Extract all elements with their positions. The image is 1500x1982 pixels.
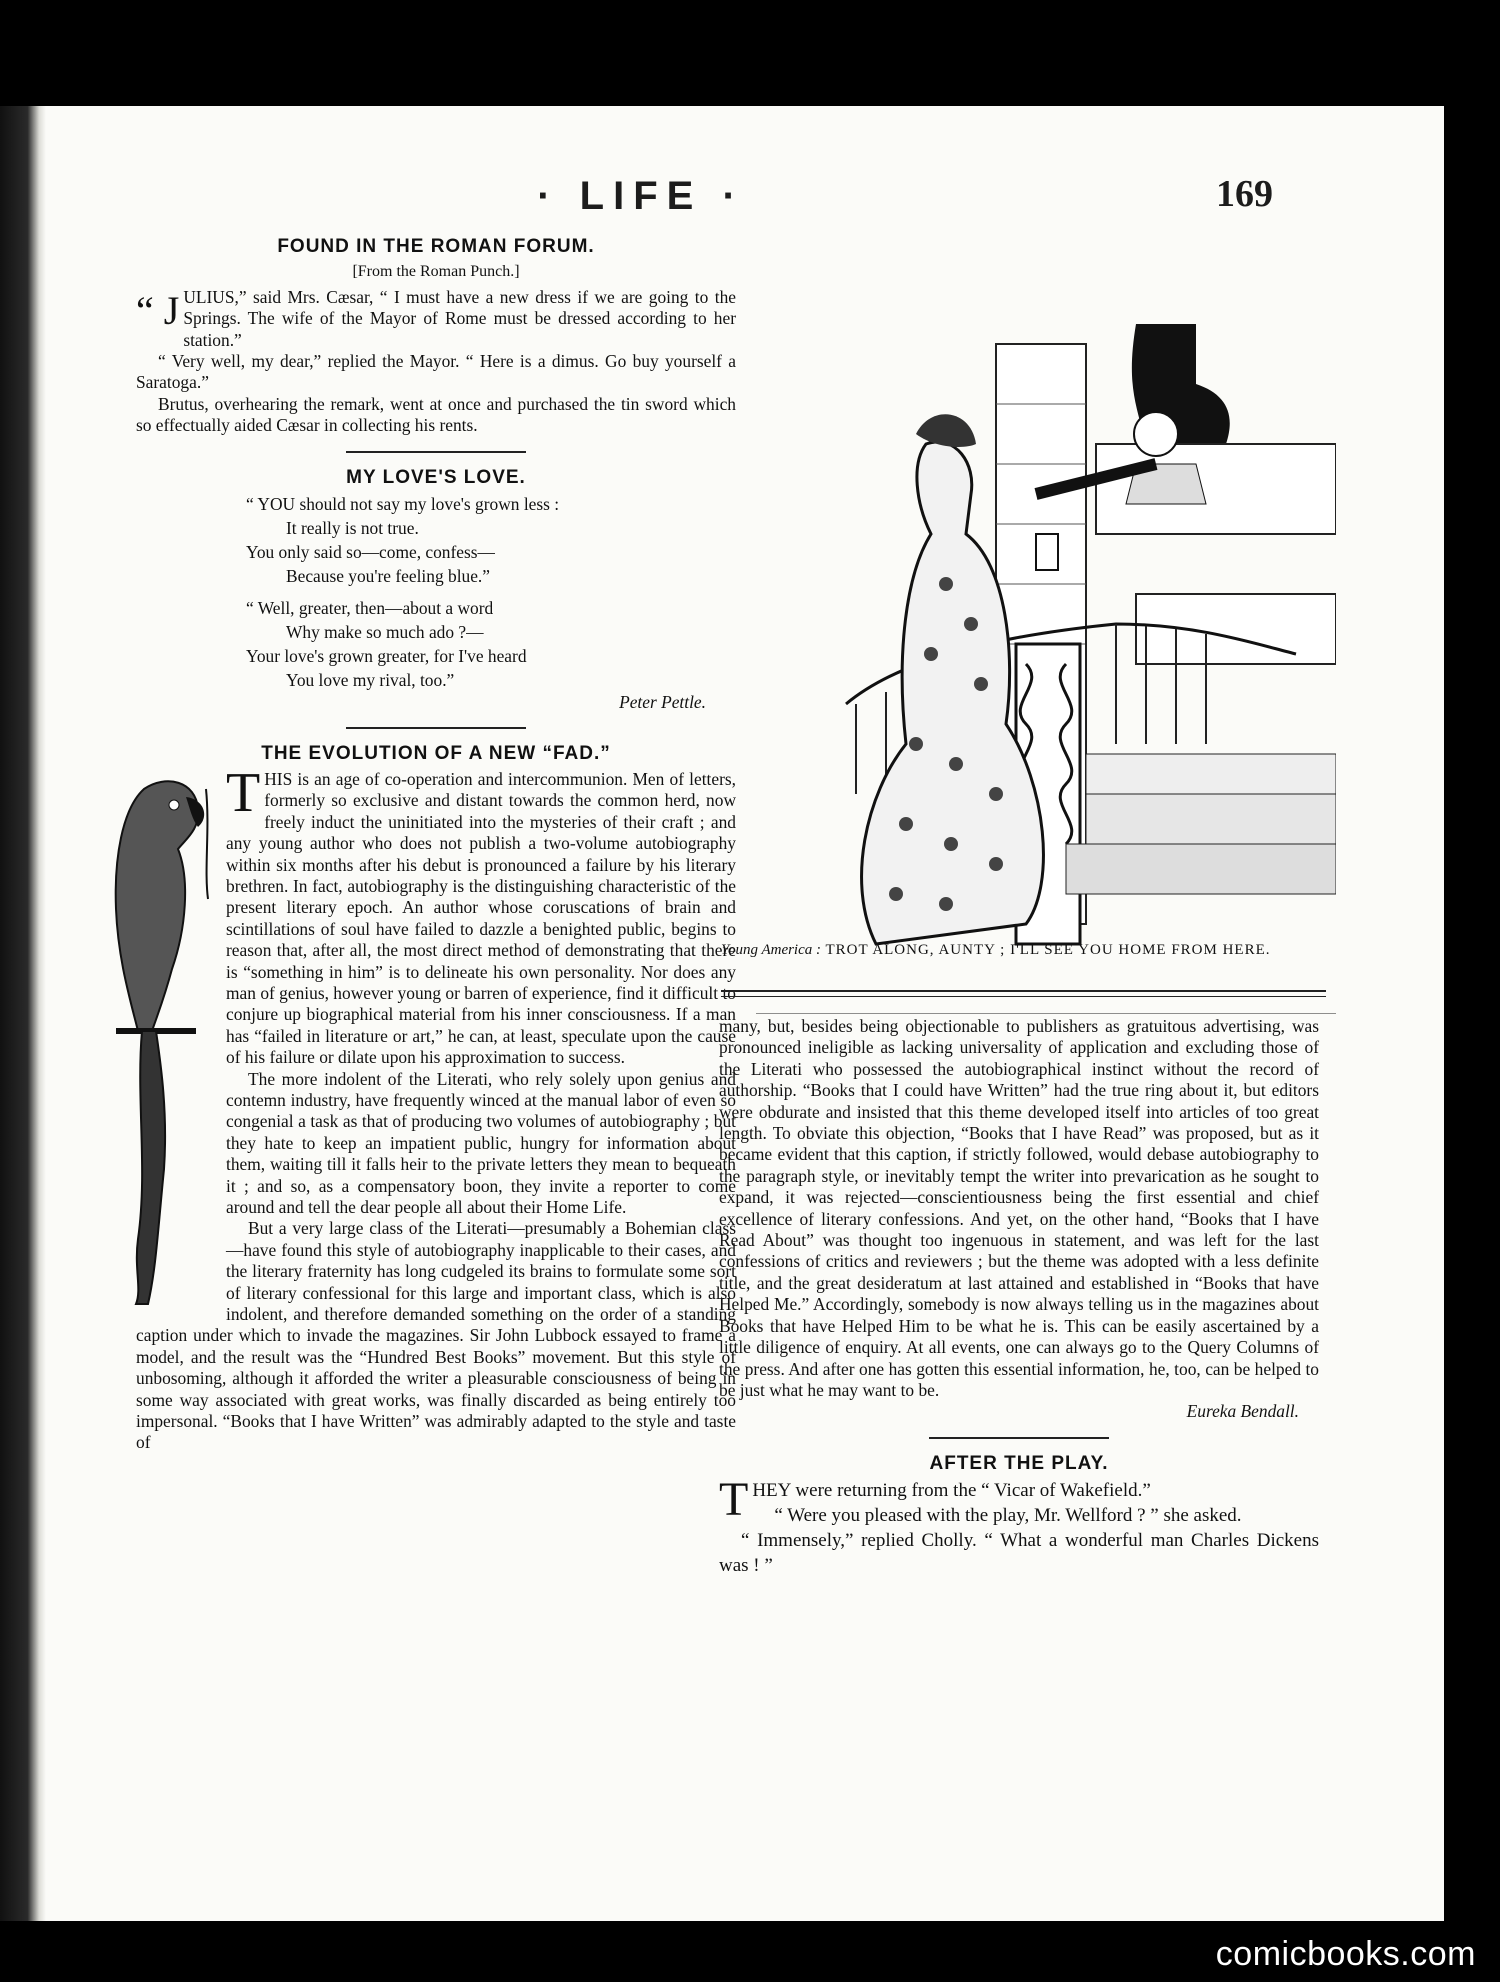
drop-cap: T — [226, 761, 261, 824]
page-number: 169 — [1216, 173, 1273, 215]
article-title-after-play: AFTER THE PLAY. — [929, 1452, 1109, 1474]
illustration-caption — [721, 940, 1331, 960]
divider — [346, 727, 526, 729]
poem-line: “ YOU should not say my love's grown less : — [246, 494, 560, 515]
aunty-balcony-illustration — [756, 324, 1336, 1014]
magazine-page — [46, 106, 1444, 1921]
right-column — [719, 1016, 1319, 1578]
paragraph: ULIUS,” said Mrs. Cæsar, “ I must have a new dress if we are going to the Springs. The wife of the Mayor of Rome must be dressed according to her station.” — [183, 286, 736, 350]
parrot-illustration — [86, 769, 216, 1309]
caption-text: TROT ALONG, AUNTY ; I'LL SEE YOU HOME FROM HERE. — [825, 942, 1271, 958]
article-title-roman-forum: FOUND IN THE ROMAN FORUM. — [277, 236, 595, 257]
poem — [246, 492, 736, 692]
poem-line: Because you're feeling blue.” — [286, 566, 491, 587]
masthead: · LIFE · — [537, 174, 745, 218]
paragraph: HIS is an age of co-operation and intercommunion. Men of letters, formerly so exclusive and distant towards the common herd, now freely induct the uninitiated into the mysteries of their craft ; and any young author who does not publish a two-volume autobiography within six months after his debut is pronounced a failure by his literary brethren. In fact, autobiography is the distinguishing characteristic of the present literary epoch. An author whose coruscations of brain and scintillations of soul have failed to dazzle a benighted public, begins to reason that, after all, the most direct method of demonstrating that there is “something in him” is to delineate his own personality. Nor does any man of genius, however young or barren of experience, find it difficult to conjure up biographical material from his inner consciousness. If a man has “failed in literature or art,” he can, at least, speculate upon the cause of his failure or dilate upon his approximation to success. — [226, 768, 736, 1068]
caption-speaker: Young America : — [721, 942, 822, 958]
illustration — [756, 324, 1336, 1014]
paragraph: Brutus, overhearing the remark, went at once and purchased the tin sword which so effectually aided Cæsar in collecting his rents. — [136, 393, 736, 436]
poem-line: Your love's grown greater, for I've heard — [246, 646, 527, 667]
parrot-icon — [86, 769, 216, 1309]
poem-line: You only said so—come, confess— — [246, 542, 495, 563]
divider — [929, 1437, 1109, 1439]
divider — [346, 451, 526, 453]
article-title-loves-love: MY LOVE'S LOVE. — [346, 466, 526, 488]
article-title-new-fad: THE EVOLUTION OF A NEW “FAD.” — [261, 743, 611, 765]
drop-cap: “ J — [136, 287, 180, 333]
article-source: [From the Roman Punch.] — [352, 263, 520, 281]
left-page-edge — [0, 106, 46, 1921]
poem-line: It really is not true. — [286, 518, 419, 539]
paragraph: “ Were you pleased with the play, Mr. Wellford ? ” she asked. — [774, 1505, 1242, 1527]
watermark: comicbooks.com — [1215, 1935, 1476, 1973]
after-play-body — [719, 1473, 1319, 1578]
drop-cap: T — [719, 1473, 749, 1527]
left-column — [136, 236, 736, 1454]
paragraph: The more indolent of the Literati, who rely solely upon genius and contemn industry, have frequently winced at the manual labor of even so congenial a task as that of producing two volumes of autobiography ; but they hate to keep an impatient public, hungry for information about them, waiting till it falls heir to the private letters they mean to bequeath it ; and so, as a compensatory boon, they invite a reporter to come around and tell the dear people all about their Home Life. — [226, 1068, 736, 1217]
paragraph: many, but, besides being objectionable to publishers as gratuitous advertising, was pronounced ineligible as lacking universality of application and excluding those of the Literati who possessed the autobiographical instinct without the record of authorship. “Books that I could have Written” had the true ring about it, but editors were obdurate and insisted that this theme developed itself into articles of too great length. To obviate this objection, “Books that I have Read” was proposed, but as it became evident that this caption, if strictly followed, would debase autobiography to the paragraph style, or inevitably tempt the writer into prevarication as he sought to expand, it was rejected—conscientiousness being the first essential and chief excellence of literary confessions. And yet, on the other hand, “Books that I have Read About” was thought too ingenuous in statement, and was left for the last confessions of critics and reviewers ; but the theme was adopted with a less definite title, and the great desideratum at last attained and established in “Books that have Helped Me.” Accordingly, somebody is now always telling us in the magazines about Books that have Helped Him to be what he is. This can be easily ascertained by a little diligence of enquiry. At all events, one can always go to the Query Columns of the press. And after one has gotten this essential information, he, too, can be helped to be just what he may want to be. — [719, 1016, 1319, 1400]
author-signature: Eureka Bendall. — [1186, 1401, 1299, 1422]
paragraph: HEY were returning from the “ Vicar of Wakefield.” — [752, 1480, 1151, 1502]
paragraph: “ Immensely,” replied Cholly. “ What a wonderful man Charles Dickens was ! ” — [719, 1530, 1319, 1577]
paragraph: “ Very well, my dear,” replied the Mayor. “ Here is a dimus. Go buy yourself a Saratoga.” — [136, 351, 736, 393]
poem-line: Why make so much ado ?— — [286, 622, 484, 643]
author-signature: Peter Pettle. — [619, 692, 706, 713]
paragraph: But a very large class of the Literati—presumably a Bohemian class—have found this style of autobiography inapplicable to their cases, and the literary fraternity has long cudgeled its brains to formulate some sort of literary confessional for this large and important class, which is also indolent, and therefore demanded something on the order of a standing caption under which to invade the magazines. Sir John Lubbock essayed to frame a model, and the result was the “Hundred Best Books” movement. But this style of unbosoming, although it afforded the writer a pleasurable consciousness of being in some way associated with great works, was finally discarded as being entirely too impersonal. “Books that I have Written” was admirably adapted to the style and taste of — [136, 1218, 736, 1453]
poem-line: You love my rival, too.” — [286, 670, 455, 691]
caption-rule — [721, 990, 1326, 997]
poem-line: “ Well, greater, then—about a word — [246, 598, 494, 619]
